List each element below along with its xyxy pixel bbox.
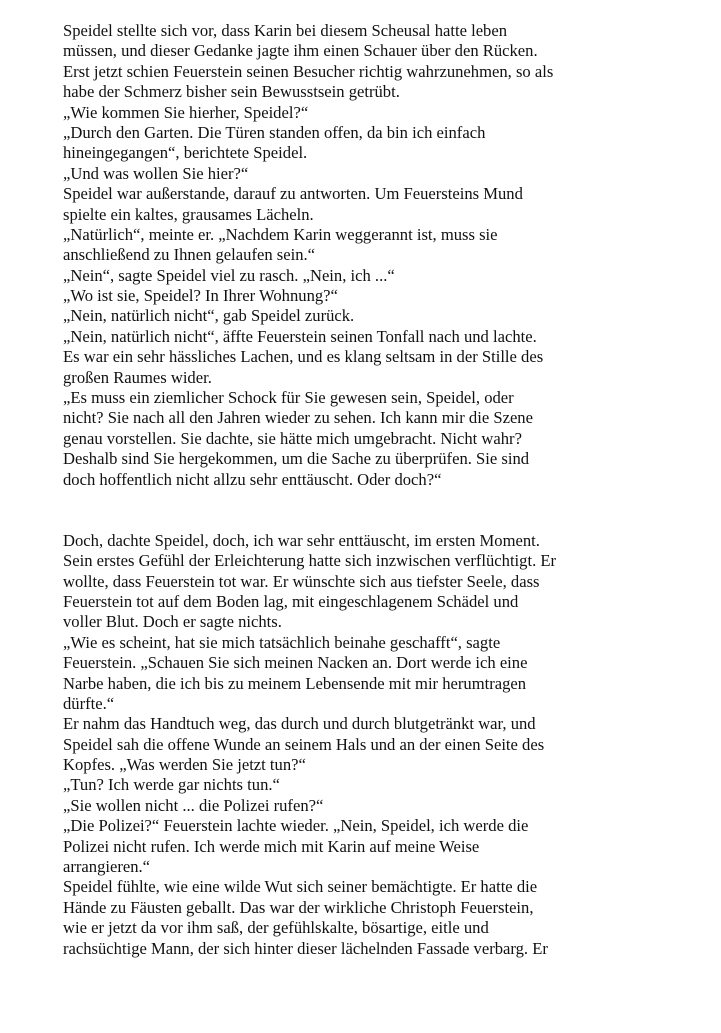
- text-line: „Nein, natürlich nicht“, äffte Feuerstein seinen Tonfall nach und lachte.: [63, 326, 537, 346]
- text-line: Speidel stellte sich vor, dass Karin bei diesem Scheusal hatte leben: [63, 21, 508, 40]
- text-line: Deshalb sind Sie hergekommen, um die Sache zu überprüfen. Sie sind: [63, 449, 530, 469]
- paragraph: [63, 714, 663, 775]
- text-section-after-break: [63, 531, 663, 959]
- paragraph: [63, 327, 663, 388]
- text-line: Feuerstein tot auf dem Boden lag, mit eingeschlagenem Schädel und: [63, 591, 519, 611]
- paragraph: [63, 877, 663, 959]
- paragraph: [63, 286, 663, 306]
- paragraph: [63, 388, 663, 490]
- text-line: Polizei nicht rufen. Ich werde mich mit Karin auf meine Weise: [63, 836, 480, 856]
- paragraph: [63, 225, 663, 266]
- text-line: doch hoffentlich nicht allzu sehr enttäuscht. Oder doch?“: [63, 469, 442, 489]
- text-line: Narbe haben, die ich bis zu meinem Lebensende mit mir herumtragen: [63, 673, 527, 693]
- text-line: rachsüchtige Mann, der sich hinter dieser lächelnden Fassade verbarg. Er: [63, 938, 548, 958]
- paragraph: [63, 266, 663, 286]
- paragraph: [63, 21, 663, 103]
- text-line: „Wie es scheint, hat sie mich tatsächlich beinahe geschafft“, sagte: [63, 632, 501, 652]
- text-line: „Die Polizei?“ Feuerstein lachte wieder. „Nein, Speidel, ich werde die: [63, 816, 529, 836]
- text-line: „Es muss ein ziemlicher Schock für Sie gewesen sein, Speidel, oder: [63, 388, 514, 408]
- text-line: Kopfes. „Was werden Sie jetzt tun?“: [63, 755, 306, 775]
- text-line: anschließend zu Ihnen gelaufen sein.“: [63, 245, 316, 265]
- paragraph: [63, 103, 663, 123]
- paragraph: [63, 123, 663, 164]
- document-page: [63, 21, 663, 959]
- text-section-before-break: [63, 21, 663, 490]
- text-line: habe der Schmerz bisher sein Bewusstsein getrübt.: [63, 82, 400, 102]
- text-line: „Wo ist sie, Speidel? In Ihrer Wohnung?“: [63, 286, 338, 306]
- text-line: Feuerstein. „Schauen Sie sich meinen Nacken an. Dort werde ich eine: [63, 653, 528, 673]
- text-line: Sein erstes Gefühl der Erleichterung hatte sich inzwischen verflüchtigt. Er: [63, 551, 557, 571]
- text-line: Erst jetzt schien Feuerstein seinen Besucher richtig wahrzunehmen, so als: [63, 61, 554, 81]
- text-line: „Nein“, sagte Speidel viel zu rasch. „Nein, ich ...“: [63, 265, 395, 285]
- text-line: nicht? Sie nach all den Jahren wieder zu sehen. Ich kann mir die Szene: [63, 408, 533, 428]
- text-line: wie er jetzt da vor ihm saß, der gefühlskalte, bösartige, eitle und: [63, 918, 489, 938]
- text-line: arrangieren.“: [63, 857, 151, 877]
- paragraph: [63, 796, 663, 816]
- text-line: müssen, und dieser Gedanke jagte ihm einen Schauer über den Rücken.: [63, 41, 538, 61]
- text-line: „Natürlich“, meinte er. „Nachdem Karin weggerannt ist, muss sie: [63, 224, 498, 244]
- text-line: Hände zu Fäusten geballt. Das war der wirkliche Christoph Feuerstein,: [63, 897, 534, 917]
- paragraph-break-gap: [63, 490, 663, 531]
- paragraph: [63, 775, 663, 795]
- text-line: wollte, dass Feuerstein tot war. Er wünschte sich aus tiefster Seele, dass: [63, 571, 540, 591]
- text-line: „Sie wollen nicht ... die Polizei rufen?“: [63, 795, 324, 815]
- text-line: „Tun? Ich werde gar nichts tun.“: [63, 775, 280, 795]
- text-line: „Und was wollen Sie hier?“: [63, 163, 249, 183]
- paragraph: [63, 531, 663, 633]
- text-line: „Nein, natürlich nicht“, gab Speidel zurück.: [63, 306, 355, 326]
- text-line: Doch, dachte Speidel, doch, ich war sehr enttäuscht, im ersten Moment.: [63, 530, 540, 550]
- paragraph: [63, 633, 663, 715]
- paragraph: [63, 184, 663, 225]
- text-line: „Wie kommen Sie hierher, Speidel?“: [63, 102, 309, 122]
- paragraph: [63, 164, 663, 184]
- text-line: spielte ein kaltes, grausames Lächeln.: [63, 204, 314, 224]
- text-line: Speidel fühlte, wie eine wilde Wut sich seiner bemächtigte. Er hatte die: [63, 877, 538, 897]
- text-line: Speidel sah die offene Wunde an seinem Hals und an der einen Seite des: [63, 734, 545, 754]
- text-line: hineingegangen“, berichtete Speidel.: [63, 143, 308, 163]
- paragraph: [63, 816, 663, 877]
- text-line: voller Blut. Doch er sagte nichts.: [63, 612, 282, 632]
- text-line: „Durch den Garten. Die Türen standen offen, da bin ich einfach: [63, 122, 486, 142]
- text-line: großen Raumes wider.: [63, 367, 212, 387]
- paragraph: [63, 306, 663, 326]
- text-line: genau vorstellen. Sie dachte, sie hätte mich umgebracht. Nicht wahr?: [63, 428, 522, 448]
- text-line: dürfte.“: [63, 693, 115, 713]
- text-line: Es war ein sehr hässliches Lachen, und es klang seltsam in der Stille des: [63, 347, 544, 367]
- text-line: Er nahm das Handtuch weg, das durch und durch blutgetränkt war, und: [63, 714, 536, 734]
- text-line: Speidel war außerstande, darauf zu antworten. Um Feuersteins Mund: [63, 184, 523, 204]
